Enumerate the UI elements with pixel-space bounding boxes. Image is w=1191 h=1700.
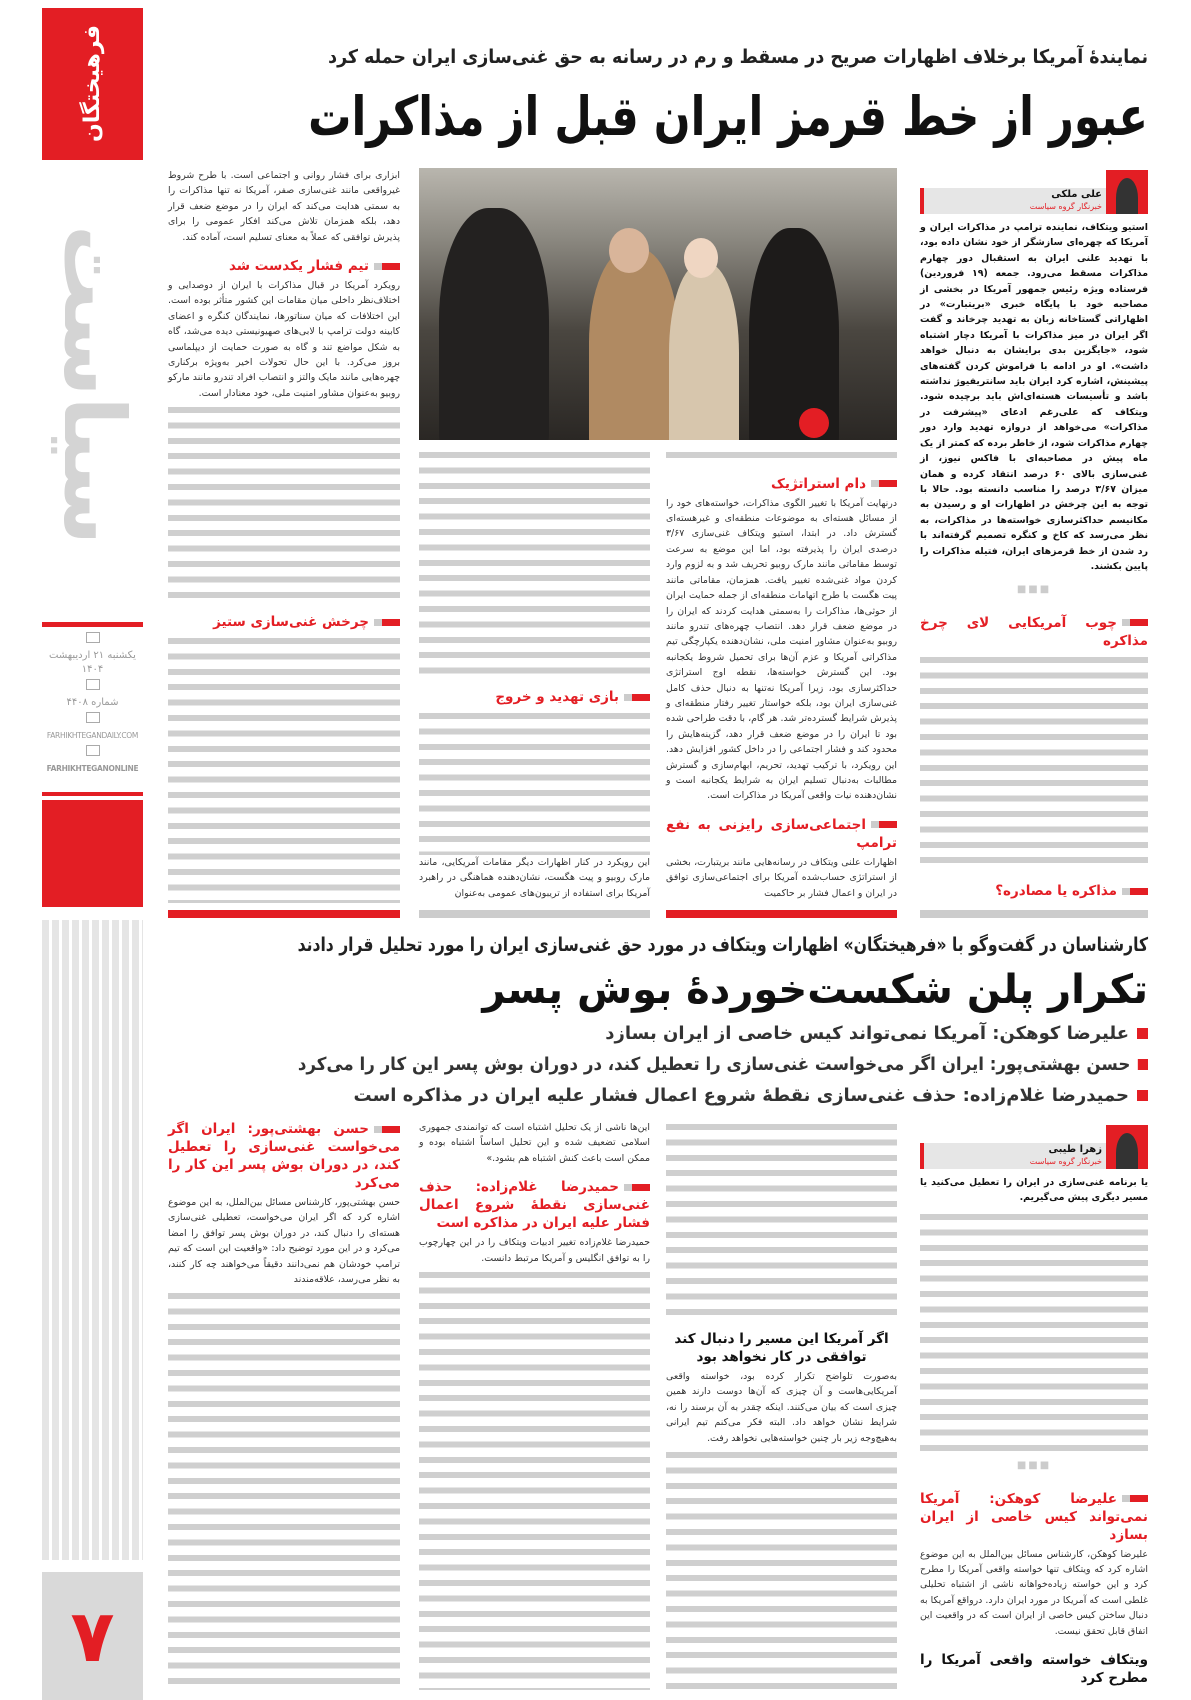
divider xyxy=(920,910,1148,918)
body-text xyxy=(920,653,1148,872)
story2-bullet: حسن بهشتی‌پور: ایران اگر می‌خواست غنی‌سازی را تعطیل کند، در دوران بوش پسر این کار را می‌کرد xyxy=(361,1053,1148,1077)
story1-column-a xyxy=(168,168,400,903)
subheading: بازی تهدید و خروج xyxy=(419,688,650,706)
body-text: رویکرد آمریکا در قبال مذاکرات با ایران از دوصدایی و اختلاف‌نظر داخلی میان مقامات این کشور متأثر بوده است. این اختلافات که میان سناتورها، نمایندگان کنگره و اعضای کابینه دولت ترامپ با لابی‌های صهیونیستی دیده می‌شد، گاه به شکل مواضع تند و گاه به صورت حمایت از دیپلماسی بروز می‌کرد. با این حال تحولات اخیر به‌ویژه برکناری چهره‌هایی مانند مایک والتز و انتصاب افراد تندرو مانند مارکو روبیو به‌عنوان مشاور امنیت ملی، خود معنادار است. xyxy=(168,280,400,399)
social-handle[interactable]: FARHIKHTEGANONLINE xyxy=(46,764,139,773)
divider xyxy=(666,910,897,918)
lead-paragraph: یا برنامه غنی‌سازی در ایران را تعطیل می‌کنید یا مسیر دیگری پیش می‌گیریم. xyxy=(920,1177,1148,1204)
author-box xyxy=(920,1125,1148,1169)
separator: ■■■ xyxy=(1016,584,1052,596)
divider xyxy=(42,622,143,627)
author-role: خبرنگار گروه سیاست xyxy=(1029,202,1102,211)
page-number: ۷ xyxy=(42,1572,143,1700)
issue-info xyxy=(42,630,143,776)
divider xyxy=(168,910,400,918)
body-text xyxy=(419,1268,650,1690)
body-text xyxy=(168,1289,400,1690)
body-text xyxy=(419,448,650,678)
story1-column-c xyxy=(666,448,897,903)
lead-paragraph: استیو ویتکاف، نماینده ترامپ در مذاکرات ایران و آمریکا که چهره‌ای سازشگر از خود نشان داده بود، با تهدید علنی ایران به استقبال دور چهارم مذاکرات مسقط می‌رود. جمعه (۱۹ فروردین) فرستاده ویژه رئیس جمهور آمریکا در بخشی از مصاحبه خود با پایگاه خبری «بریتبارت» در اظهاراتی گستاخانه زبان به تهدید چرخاند و گفت اگر ایران در میز مذاکرات با آمریکا دچار اشتباه شود، «جایگزین بدی برایشان به دنبال خواهد داشت». او در ادامه با فراموش کردن گفته‌های پیشینش، اشاره کرد ایران باید سانتریفیوژ نداشته باشد و تأسیسات هسته‌ای‌اش باید برچیده شود. ویتکاف که علی‌رغم ادعای «پیشرفت در مذاکرات» می‌خواهد از دروازه تهدید وارد دور چهارم مذاکرات شود، از خاطر برده که کمتر از یک ماه پیش در مصاحبه‌ای با فاکس نیوز، از غنی‌سازی بالای ۶۰ درصد انتقاد کرده و همان میزان ۳/۶۷ درصد را مناسب دانسته بود. حالا با توجه به این چرخش در اظهارات او و رسیدن به مکانیسم حداکثرسازی خواسته‌ها در مذاکرات، به نظر می‌رسد که کاخ و کنگره تصمیم گرفته‌اند با رد شدن از خط قرمزهای ایران، فتیله مذاکرات را پایین بکشند. xyxy=(920,222,1149,572)
body-text xyxy=(666,1120,897,1320)
story2-column-c xyxy=(666,1120,897,1690)
story2-headline: تکرار پلن شکست‌خوردۀ بوش پسر xyxy=(482,967,1148,1013)
story2-kicker: کارشناسان در گفت‌وگو با «فرهیختگان» اظهارات ویتکاف در مورد حق غنی‌سازی ایران را مورد تحلیل قرار دادند xyxy=(297,934,1148,956)
subheading: علیرضا کوهکن: آمریکا نمی‌تواند کیس خاصی از ایران بسازد xyxy=(920,1490,1148,1543)
body-text: این رویکرد در کنار اظهارات دیگر مقامات آمریکایی، مانند مارک روبیو و پیت هگست، نشان‌دهنده هماهنگی در راهبرد آمریکا برای استفاده از تریبون‌های عمومی به‌عنوان xyxy=(419,856,650,899)
body-text: ابزاری برای فشار روانی و اجتماعی است. با طرح شروط غیرواقعی مانند غنی‌سازی صفر، آمریکا نه تنها مذاکرات را به سمتی هدایت می‌کند که ایران را در موضع ضعف قرار دهد، بلکه همزمان تلاش می‌کند افکار عمومی را برای پذیرش توافقی که عملاً به معنای تسلیم است، آماده کند. xyxy=(168,170,400,243)
subheading: اگر آمریکا این مسیر را دنبال کند توافقی در کار نخواهد بود xyxy=(674,1331,889,1365)
body-text xyxy=(666,448,897,465)
website-link[interactable]: FARHIKHTEGANDAILY.COM xyxy=(46,731,139,740)
author-photo xyxy=(1106,170,1148,214)
divider xyxy=(42,792,143,796)
subheading: حمیدرضا غلام‌زاده: حذف غنی‌سازی نقطۀ شروع اعمال فشار علیه ایران در مذاکره است xyxy=(419,1179,650,1232)
subheading: تیم فشار یکدست شد xyxy=(168,257,400,275)
subheading: اجتماعی‌سازی رایزنی به نفع ترامپ xyxy=(666,816,897,851)
story1-kicker: نمایندۀ آمریکا برخلاف اظهارات صریح در مسقط و رم در رسانه به حق غنی‌سازی ایران حمله کرد xyxy=(328,46,1148,68)
body-text xyxy=(419,709,650,855)
red-block xyxy=(42,800,143,907)
divider xyxy=(419,910,650,918)
issue-date: یکشنبه ۲۱ اردیبهشت ۱۴۰۴ xyxy=(49,650,136,675)
body-text: حمیدرضا غلام‌زاده تغییر ادبیات ویتکاف را در این چهارچوب را به توافق انگلیس و آمریکا مرتبط دانست. xyxy=(419,1237,650,1264)
calendar-icon xyxy=(86,632,100,643)
issue-number: شماره ۴۴۰۸ xyxy=(66,697,119,708)
story2-column-a xyxy=(168,1120,400,1690)
story1-column-d xyxy=(920,170,1148,903)
subheading: چرخش غنی‌سازی ستیز xyxy=(168,613,400,631)
subheading: چوب آمریکایی لای چرخ مذاکره xyxy=(920,614,1148,649)
body-text xyxy=(666,1448,897,1690)
author-name: علی ملکی xyxy=(1051,189,1102,200)
story2-bullet: حمیدرضا غلام‌زاده: حذف غنی‌سازی نقطۀ شروع اعمال فشار علیه ایران در مذاکره است xyxy=(298,1084,1148,1108)
story2-column-b xyxy=(419,1120,650,1690)
instagram-icon xyxy=(86,745,100,756)
body-text: علیرضا کوهکن، کارشناس مسائل بین‌الملل به این موضوع اشاره کرد که ویتکاف تنها خواسته واقعی آمریکا را مطرح کرد و این خواسته زیاده‌خواهانه ناشی از اشتباه تحلیلی غلطی است که آمریکا در مورد ایران دارد. درواقع آمریکا به دنبال ساختن کیس خاصی از ایران است که در واقعیت این اتفاق قابل تحقق نیست. xyxy=(920,1548,1148,1637)
author-photo xyxy=(1106,1125,1148,1169)
body-text: درنهایت آمریکا با تغییر الگوی مذاکرات، خواسته‌های خود را از مسائل هسته‌ای به موضوعات منطقه‌ای و غیرهسته‌ای گسترش داد. در ابتدا، استیو ویتکاف غنی‌سازی ۳/۶۷ درصدی ایران را پذیرفته بود، اما این موضع به سرعت توسط مقاماتی مانند مارک روبیو تحریف شد و به لزوم وارد کردن مواد غنی‌شده تغییر یافت. همزمان، مقاماتی مانند پیت هگست با طرح اتهامات منطقه‌ای از جمله حمایت ایران از حوثی‌ها، مذاکرات را به‌سمتی هدایت کردند که ایران را در موضع ضعف قرار دهد. انتصاب چهره‌های تندرو مانند روبیو به‌عنوان مشاور امنیت ملی، نشان‌دهنده یکپارچگی تیم مذاکراتی آمریکا و عزم آن‌ها برای تحمیل شروط یکجانبه بود. این گسترش خواسته‌ها، نقطه اوج استراتژی حداکثرسازی بود، زیرا آمریکا نه‌تنها به دنبال حذف کامل غنی‌سازی ایران بود، بلکه خواستار تغییر رفتار منطقه‌ای و پذیرش شرایط گسترده‌تر شد. هر گام، با دقت طراحی شده بود تا ایران را در موضع ضعف قرار دهد، گزینه‌هایش را محدود کند و فشار اجتماعی را در داخل کشور افزایش دهد. این رویکرد، با ترکیب تهدید، تحریم، ابهام‌سازی و گسترش مطالبات به‌دنبال تسلیم ایران به شرایط یکجانبه است و نشان‌دهنده نیات واقعی آمریکا در مذاکرات است. xyxy=(666,497,897,802)
separator: ■■■ xyxy=(1016,1460,1052,1472)
story1-photo xyxy=(419,168,897,440)
body-text xyxy=(920,1210,1148,1452)
decorative-stripes xyxy=(42,920,143,1560)
newspaper-logo: فرهیختگان xyxy=(42,8,143,160)
subheading: دام استراتژیک xyxy=(666,475,897,493)
body-text: اظهارات علنی ویتکاف در رسانه‌هایی مانند بریتبارت، بخشی از استراتژی حساب‌شده آمریکا برای اجتماعی‌سازی توافق در ایران و اعمال فشار بر حاکمیت xyxy=(666,856,897,899)
body-text xyxy=(168,634,400,903)
subheading: ویتکاف خواسته واقعی آمریکا را مطرح کرد xyxy=(920,1652,1148,1686)
story1-headline: عبور از خط قرمز ایران قبل از مذاکرات xyxy=(308,85,1148,148)
story1-column-b xyxy=(419,448,650,903)
author-box xyxy=(920,170,1148,214)
author-role: خبرنگار گروه سیاست xyxy=(1029,1157,1102,1166)
body-text: به‌صورت تلواضح تکرار کرده بود، خواسته واقعی آمریکایی‌هاست و آن چیزی که آن‌ها دوست دارند همین چیزی است که بیان می‌کنند. اینکه چقدر به آن برسند را نه، شرایط نشان خواهد داد. البته فکر می‌کنم تیم ایرانی به‌هیچ‌وجه زیر بار چنین خواسته‌هایی نخواهد رفت. xyxy=(666,1371,897,1444)
story2-column-d xyxy=(920,1125,1148,1690)
section-title: سیاست xyxy=(45,225,143,545)
author-name: زهرا طیبی xyxy=(1048,1144,1102,1155)
barcode-icon xyxy=(86,679,100,690)
body-text: این‌ها ناشی از یک تحلیل اشتباه است که توانمندی جمهوری اسلامی تضعیف شده و این تحلیل اساساً اشتباه بوده و ممکن است باعث کنش اشتباه هم بشود.» xyxy=(419,1122,650,1164)
subheading: مذاکره یا مصادره؟ xyxy=(920,882,1148,900)
subheading: حسن بهشتی‌پور: ایران اگر می‌خواست غنی‌سازی را تعطیل کند، در دوران بوش پسر این کار را می‌کرد xyxy=(168,1121,400,1191)
body-text: حسن بهشتی‌پور، کارشناس مسائل بین‌الملل، به این موضوع اشاره کرد که اگر ایران می‌خواست، تعطیلی غنی‌سازی هسته‌ای را دنبال کند، در دوران بوش پسر توافق را امضا می‌کرد و در این مورد توضیح داد: «واقعیت این است که تیم ترامپ خودشان هم نمی‌دانند دقیقاً می‌خواهند چه کار کنند، به نظر می‌رسد، علاقه‌مندند xyxy=(168,1197,400,1286)
body-text xyxy=(168,403,400,603)
website-icon xyxy=(86,712,100,723)
story2-bullet: علیرضا کوهکن: آمریکا نمی‌تواند کیس خاصی از ایران بسازد xyxy=(298,1022,1148,1046)
